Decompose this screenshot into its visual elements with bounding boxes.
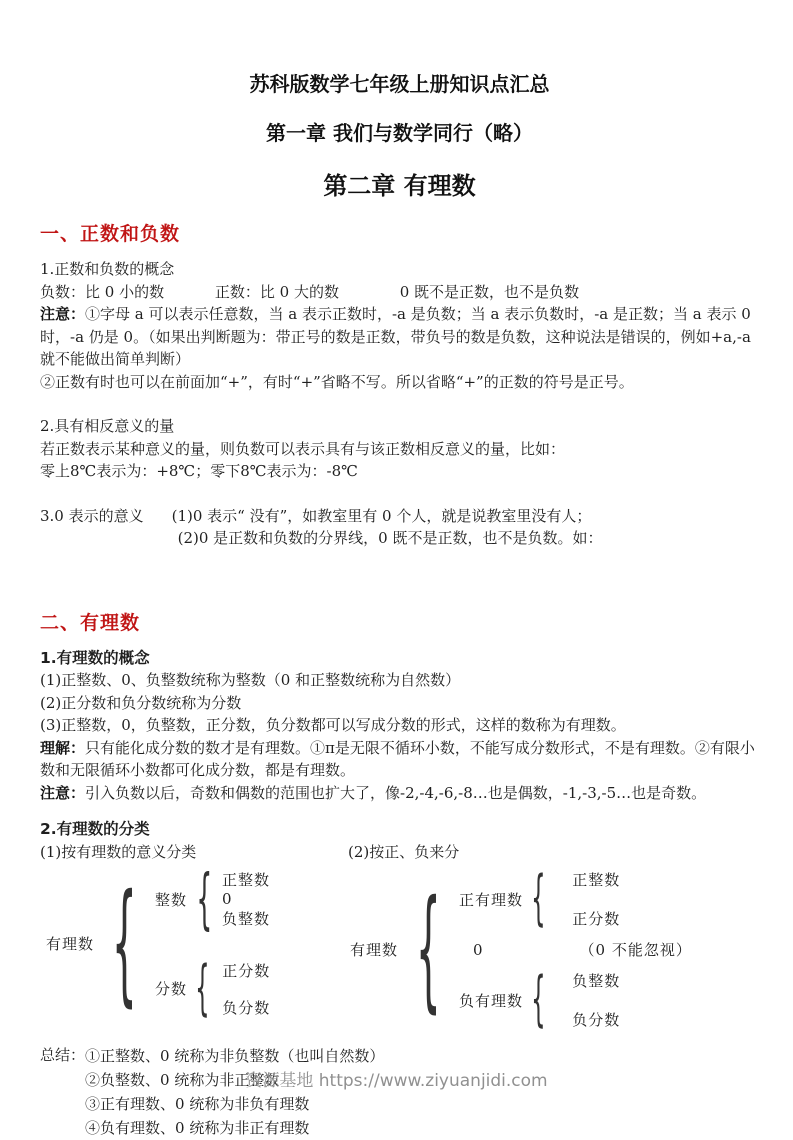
- s2-notice-text: 引入负数以后，奇数和偶数的范围也扩大了，像-2,-4,-6,-8…也是偶数，-1,-3,-5…也是奇数。: [85, 783, 707, 802]
- d2-root-label: 有理数: [350, 941, 399, 959]
- summary-item: ④负有理数、0 统称为非正有理数: [85, 1119, 310, 1137]
- diagram-by-sign: [340, 863, 692, 1035]
- summary-label: 总结：: [40, 1046, 86, 1064]
- s2-item-1: (1)正整数、0、负整数统称为整数（0 和正整数统称为自然数）: [40, 671, 461, 689]
- d1-branch-2-label: 分数: [155, 980, 188, 999]
- summary-item: ①正整数、0 统称为非负整数（也叫自然数）: [85, 1047, 385, 1065]
- d1-child: 负整数: [222, 910, 271, 929]
- s1-notice-paragraph: [40, 303, 759, 371]
- positive-def: 正数：比 0 大的数: [214, 282, 339, 301]
- doc-title: 苏科版数学七年级上册知识点汇总: [249, 72, 550, 96]
- summary-item: ③正有理数、0 统称为非负有理数: [85, 1095, 310, 1113]
- s2-understand-paragraph: [40, 737, 759, 782]
- classify-2-title: (2)按正、负来分: [348, 842, 460, 861]
- chapter-1-title: 第一章 我们与数学同行（略）: [266, 121, 533, 145]
- brace-icon: {: [195, 953, 211, 1024]
- understand-label: 理解：: [40, 738, 86, 757]
- s2-item-2: (2)正分数和负分数统称为分数: [40, 693, 242, 712]
- s2-sub2-title: 2.有理数的分类: [40, 820, 150, 838]
- chapter-2-title: 第二章 有理数: [323, 172, 476, 200]
- notice-label: 注意：: [40, 305, 86, 323]
- section-2-heading: 二、有理数: [40, 611, 141, 634]
- footer-watermark: 资源基地 https://www.ziyuanjidi.com: [245, 1071, 548, 1091]
- d2-branch-2-label: 负有理数: [459, 991, 524, 1010]
- d1-child: 0: [222, 890, 233, 909]
- brace-icon: {: [531, 964, 547, 1035]
- notice-text: ①字母 a 可以表示任意数，当 a 表示正数时，-a 是负数；当 a 表示负数时，-a 是正数；当 a 表示 0 时，-a 仍是 0。（如果出判断题为：带正号的数是正数，带负号的数是负数，这种说法是错误的，例如+a,-a 就不能做出简单判断）: [40, 305, 751, 368]
- d1-branch-1-label: 整数: [155, 890, 188, 909]
- d1-child: 负分数: [222, 998, 271, 1017]
- brace-icon: {: [111, 865, 138, 1020]
- negative-def: 负数：比 0 小的数: [40, 282, 165, 301]
- brace-icon: {: [415, 871, 442, 1026]
- understand-text: 只有能化成分数的数才是有理数。①π是无限不循环小数，不能写成分数形式，不是有理数。②有限小数和无限循环小数都可化成分数，都是有理数。: [40, 738, 755, 779]
- diagram-by-meaning: [40, 860, 340, 1030]
- d1-child: 正分数: [222, 961, 271, 980]
- d2-child: 负整数: [572, 972, 621, 990]
- zero-def: 0 既不是正数，也不是负数: [399, 282, 580, 301]
- s1-sub2-line2: 零上8℃表示为：+8℃；零下8℃表示为：-8℃: [40, 462, 358, 480]
- zero-meaning-item-1: (1)0 表示“ 没有”，如教室里有 0 个人，就是说教室里没有人；: [171, 506, 592, 525]
- section-1-heading: 一、正数和负数: [40, 223, 181, 245]
- classification-diagrams: [40, 860, 759, 1035]
- s2-notice-paragraph: [40, 782, 759, 805]
- s2-notice-label: 注意：: [40, 783, 86, 802]
- d2-child: 正整数: [572, 871, 621, 889]
- classify-1-title: (1)按有理数的意义分类: [40, 842, 197, 861]
- summary-block: [40, 1044, 759, 1140]
- brace-icon: {: [196, 860, 213, 937]
- s1-zero-meaning: [40, 505, 759, 550]
- s1-sub2-title: 2.具有相反意义的量: [40, 417, 175, 435]
- zero-meaning-label: 3.0 表示的意义: [40, 506, 144, 525]
- brace-icon: {: [531, 863, 547, 934]
- zero-meaning-item-2: (2)0 是正数和负数的分界线，0 既不是正数，也不是负数。如：: [177, 529, 603, 547]
- d2-child: 负分数: [572, 1011, 621, 1029]
- summary-item: ②负整数、0 统称为非正整数: [85, 1071, 280, 1089]
- d2-child: 正分数: [572, 910, 621, 928]
- d1-child: 正整数: [222, 871, 271, 890]
- s2-sub1-title: 1.有理数的概念: [40, 648, 150, 667]
- s1-concept-line: [40, 281, 759, 304]
- s1-sub2-line1: 若正数表示某种意义的量，则负数可以表示具有与该正数相反意义的量，比如：: [40, 439, 566, 458]
- s2-item-3: (3)正整数，0，负整数，正分数，负分数都可以写成分数的形式，这样的数称为有理数。: [40, 716, 626, 734]
- classify-titles-row: [40, 841, 759, 864]
- d1-root-label: 有理数: [46, 934, 95, 953]
- d2-branch-1-label: 正有理数: [459, 890, 524, 909]
- s1-sub1-title: 1.正数和负数的概念: [40, 260, 175, 278]
- d2-zero-label: 0: [473, 940, 484, 959]
- d2-zero-note: （0 不能忽视）: [579, 941, 692, 959]
- s1-notice-paragraph-2: ②正数有时也可以在前面加“+”，有时“+”省略不写。所以省略“+”的正数的符号是正号。: [40, 372, 634, 391]
